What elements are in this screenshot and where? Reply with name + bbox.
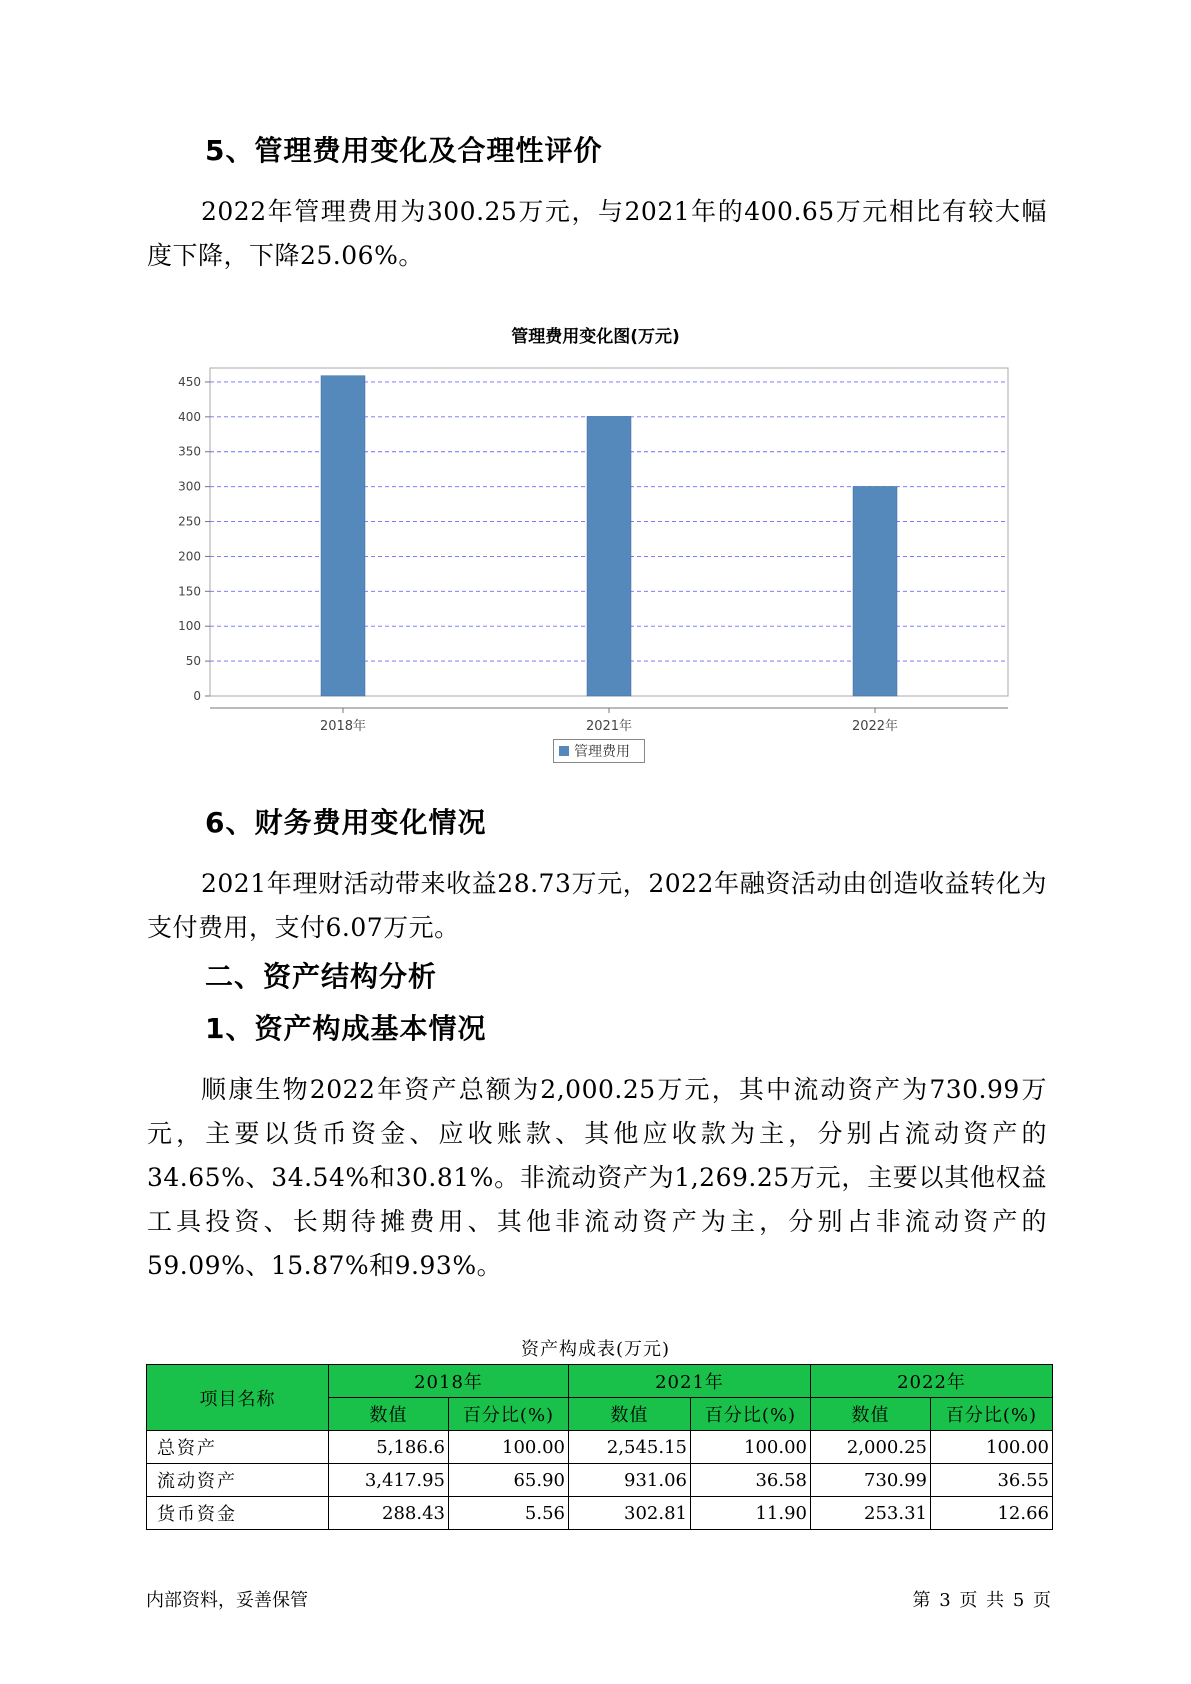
table-row [147,1431,1053,1464]
y-tick-label: 400 [178,409,201,424]
x-tick-label: 2022年 [851,719,899,734]
footer-page-number: 第 3 页 共 5 页 [912,1590,1051,1611]
y-tick-label: 250 [178,514,201,529]
table-cell: 11.90 [691,1497,811,1530]
table-cell: 65.90 [449,1464,569,1497]
table-row [147,1464,1053,1497]
header-year: 2018年 [329,1365,569,1398]
table-cell: 302.81 [569,1497,691,1530]
row-name: 流动资产 [147,1464,329,1497]
table-cell: 253.31 [811,1497,931,1530]
table-cell: 2,000.25 [811,1431,931,1464]
row-name: 货币资金 [147,1497,329,1530]
table-cell: 2,545.15 [569,1431,691,1464]
asset-paragraph: 顺康生物2022年资产总额为2,000.25万元，其中流动资产为730.99万元，主要以货币资金、应收账款、其他应收款为主，分别占流动资产的34.65%、34.54%和30.81%。非流动资产为1,269.25万元，主要以其他权益工具投资、长期待摊费用、其他非流动资产为主，分别占非流动资产的59.09%、15.87%和9.93%。 [147,1075,1047,1280]
table-cell: 5.56 [449,1497,569,1530]
header-value: 数值 [569,1398,691,1431]
chart-legend [553,739,645,763]
table-row [147,1497,1053,1530]
header-percent: 百分比(%) [449,1398,569,1431]
chart-title: 管理费用变化图(万元) [511,327,680,347]
y-tick-label: 100 [178,619,201,634]
y-tick-label: 0 [193,689,201,703]
mgmt-expense-bar-chart [0,0,1191,740]
section-heading-asset-basic: 1、资产构成基本情况 [205,1012,487,1045]
table-cell: 36.58 [691,1464,811,1497]
header-percent: 百分比(%) [691,1398,811,1431]
x-tick-label: 2021年 [585,719,633,734]
header-year: 2021年 [569,1365,811,1398]
section-heading-finance-expense: 6、财务费用变化情况 [205,806,487,839]
asset-table [146,1364,1053,1530]
header-percent: 百分比(%) [931,1398,1053,1431]
x-tick-label: 2018年 [319,719,367,734]
header-value: 数值 [811,1398,931,1431]
row-name: 总资产 [147,1431,329,1464]
table-cell: 288.43 [329,1497,449,1530]
y-tick-label: 350 [178,444,201,459]
mgmt-expense-paragraph: 2022年管理费用为300.25万元，与2021年的400.65万元相比有较大幅度下降，下降25.06%。 [147,197,1047,270]
footer-confidential: 内部资料，妥善保管 [146,1590,308,1611]
table-cell: 100.00 [449,1431,569,1464]
bar [853,486,897,696]
header-year: 2022年 [811,1365,1053,1398]
table-cell: 3,417.95 [329,1464,449,1497]
finance-expense-paragraph: 2021年理财活动带来收益28.73万元，2022年融资活动由创造收益转化为支付费用，支付6.07万元。 [147,869,1047,942]
table-cell: 100.00 [931,1431,1053,1464]
table-cell: 931.06 [569,1464,691,1497]
header-value: 数值 [329,1398,449,1431]
y-tick-label: 450 [178,374,201,389]
table-cell: 730.99 [811,1464,931,1497]
table-cell: 5,186.6 [329,1431,449,1464]
legend-label: 管理费用 [574,744,630,760]
legend-swatch [559,746,569,756]
y-tick-label: 200 [178,549,201,564]
table-cell: 12.66 [931,1497,1053,1530]
y-tick-label: 50 [185,654,201,669]
bar [321,376,365,696]
table-cell: 36.55 [931,1464,1053,1497]
bar [587,416,631,696]
table-title: 资产构成表(万元) [520,1339,671,1360]
section-heading-mgmt-expense: 5、管理费用变化及合理性评价 [205,134,603,167]
y-tick-label: 300 [178,479,201,494]
header-item-name: 项目名称 [147,1365,329,1431]
section-heading-asset-structure: 二、资产结构分析 [205,960,438,993]
y-tick-label: 150 [178,584,201,599]
table-cell: 100.00 [691,1431,811,1464]
